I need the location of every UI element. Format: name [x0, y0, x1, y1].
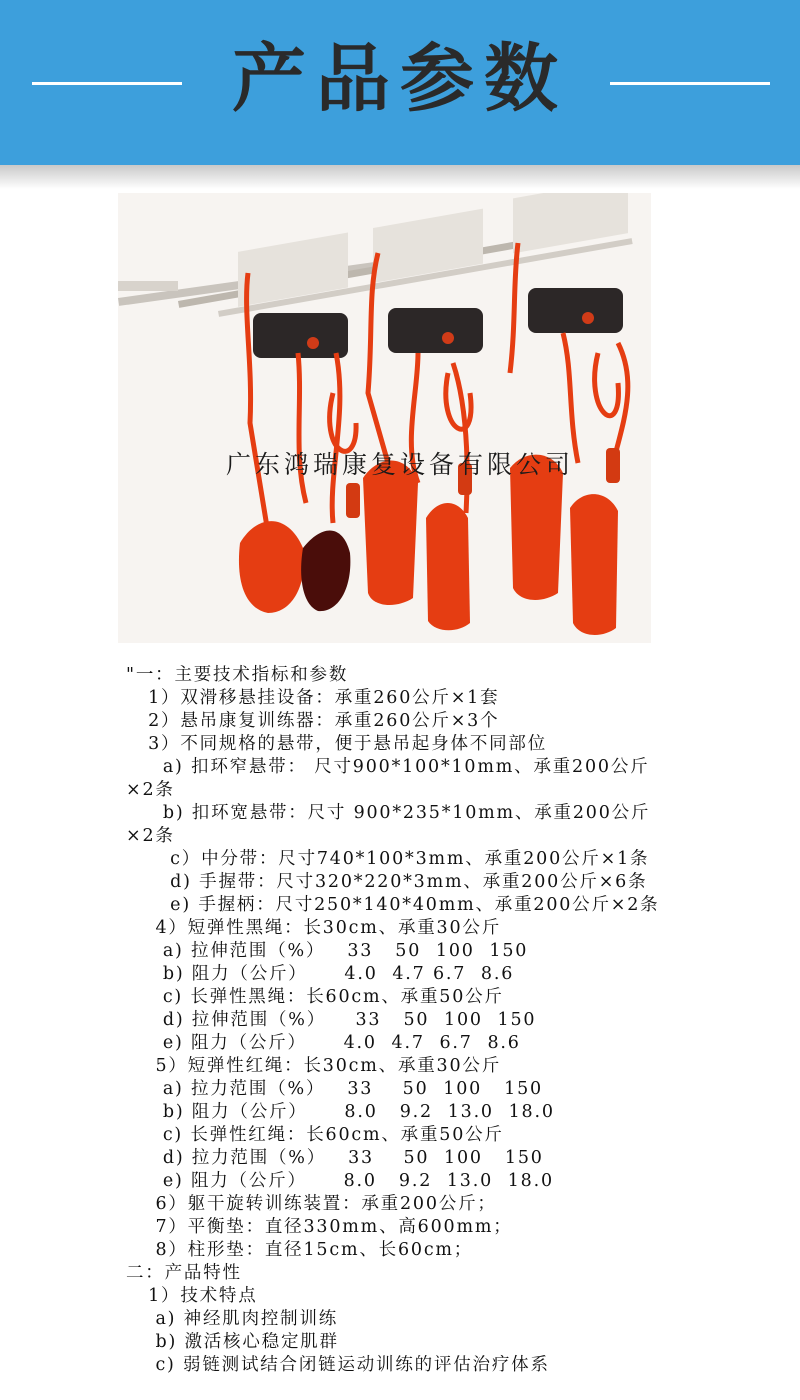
spec-line: c）中分带：尺寸740*100*3mm、承重200公斤×1条 [126, 849, 650, 869]
spec-line: c) 长弹性红绳：长60cm、承重50公斤 [126, 1125, 504, 1145]
spec-line: e) 阻力（公斤） 8.0 9.2 13.0 18.0 [126, 1171, 554, 1191]
spec-line: b) 扣环宽悬带：尺寸 900*235*10mm、承重200公斤 [126, 803, 651, 823]
header-shadow [0, 165, 800, 189]
sling-system-illustration [118, 193, 651, 643]
spec-line: 1）技术特点 [126, 1286, 258, 1306]
spec-line: 6）躯干旋转训练装置：承重200公斤； [126, 1194, 497, 1214]
spec-line: a) 拉伸范围（%） 33 50 100 150 [126, 941, 529, 961]
spec-line: b) 激活核心稳定肌群 [126, 1332, 339, 1352]
spec-line: b) 阻力（公斤） 8.0 9.2 13.0 18.0 [126, 1102, 555, 1122]
spec-line: 5）短弹性红绳：长30cm、承重30公斤 [126, 1056, 502, 1076]
spec-line: c) 长弹性黑绳：长60cm、承重50公斤 [126, 987, 504, 1007]
product-photo [118, 193, 651, 643]
spec-line: a) 神经肌肉控制训练 [126, 1309, 339, 1329]
header-right-rule [610, 82, 770, 85]
spec-line: b) 阻力（公斤） 4.0 4.7 6.7 8.6 [126, 964, 515, 984]
spec-list [126, 664, 776, 1377]
spec-line: 2）悬吊康复训练器：承重260公斤×3个 [126, 711, 500, 731]
spec-line: e) 手握柄：尺寸250*140*40mm、承重200公斤×2条 [126, 895, 660, 915]
spec-line: "一：主要技术指标和参数 [126, 665, 349, 685]
spec-line: 8）柱形垫：直径15cm、长60cm； [126, 1240, 474, 1260]
spec-line: ×2条 [126, 780, 175, 800]
spec-line: d) 拉力范围（%） 33 50 100 150 [126, 1148, 544, 1168]
spec-section-heading: 二：产品特性 [126, 1263, 242, 1283]
spec-line: ×2条 [126, 826, 175, 846]
spec-line: c) 弱链测试结合闭链运动训练的评估治疗体系 [126, 1355, 550, 1375]
spec-line: 4）短弹性黑绳：长30cm、承重30公斤 [126, 918, 502, 938]
spec-line: a) 拉力范围（%） 33 50 100 150 [126, 1079, 543, 1099]
spec-line: 1）双滑移悬挂设备：承重260公斤×1套 [126, 688, 500, 708]
spec-line: 3）不同规格的悬带，便于悬吊起身体不同部位 [126, 734, 548, 754]
spec-line: a) 扣环窄悬带： 尺寸900*100*10mm、承重200公斤 [126, 757, 650, 777]
page-title: 产品参数 [232, 36, 568, 122]
spec-line: e) 阻力（公斤） 4.0 4.7 6.7 8.6 [126, 1033, 521, 1053]
company-watermark: 广东鸿瑞康复设备有限公司 [225, 450, 574, 479]
page-header [0, 0, 800, 165]
spec-line: d) 手握带：尺寸320*220*3mm、承重200公斤×6条 [126, 872, 648, 892]
spec-line: d) 拉伸范围（%） 33 50 100 150 [126, 1010, 537, 1030]
spec-line: 7）平衡垫：直径330mm、高600mm； [126, 1217, 513, 1237]
